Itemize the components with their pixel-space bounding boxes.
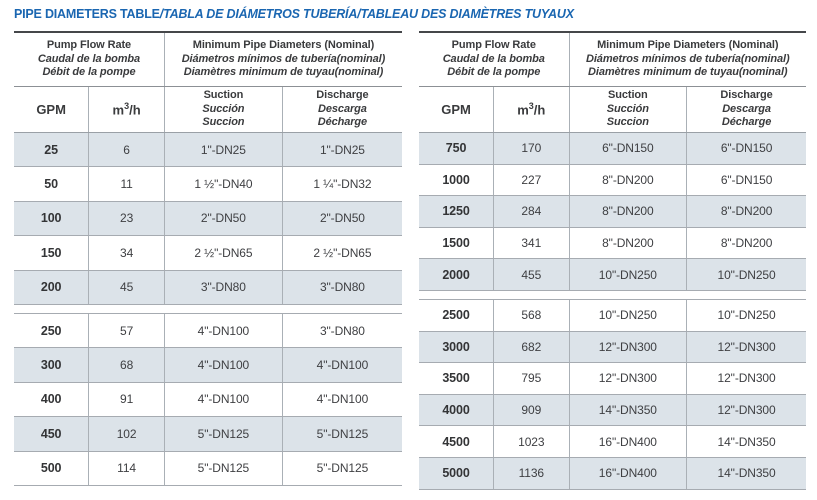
- cell-suction: 6"-DN150: [570, 133, 688, 164]
- table-row: [14, 236, 402, 270]
- table-header: [419, 31, 806, 133]
- page-title: [14, 7, 574, 21]
- table-section: [419, 299, 806, 490]
- cell-gpm: 50: [14, 167, 89, 200]
- table-section: [14, 313, 402, 486]
- header-line: Suction: [608, 89, 648, 102]
- cell-gpm: 1500: [419, 228, 494, 259]
- cell-gpm: 250: [14, 314, 89, 347]
- cell-suction: 8"-DN200: [570, 165, 688, 196]
- cell-gpm: 500: [14, 452, 89, 485]
- cell-m3h: 795: [494, 363, 569, 394]
- table-row: [14, 348, 402, 382]
- cell-discharge: 12"-DN300: [717, 403, 776, 418]
- table-row: [419, 458, 806, 490]
- cell-m3h: 23: [89, 202, 165, 235]
- header-line: Minimum Pipe Diameters (Nominal): [597, 39, 779, 52]
- table-row: [419, 165, 806, 197]
- table-row: [419, 332, 806, 364]
- cell-discharge: 10"-DN250: [717, 308, 776, 323]
- header-line: Décharge: [317, 116, 368, 129]
- cell-suction: 8"-DN200: [570, 196, 688, 227]
- cell-discharge: 8"-DN200: [720, 204, 773, 219]
- table-row: [14, 271, 402, 305]
- cell-gpm: 400: [14, 383, 89, 416]
- cell-discharge: 1"-DN25: [319, 142, 365, 157]
- cell-gpm: 1000: [419, 165, 494, 196]
- header-pump-flow-rate: [14, 33, 165, 86]
- cell-discharge: 2"-DN50: [319, 211, 365, 226]
- m3h-sup: 3: [124, 101, 130, 112]
- header-line: Décharge: [721, 116, 772, 129]
- header-line: Diámetros mínimos de tubería(nominal): [586, 52, 790, 65]
- header-line: Diamètres minimum de tuyau(nominal): [183, 66, 384, 79]
- page-title-fr: TABLEAU DES DIAMÈTRES TUYAUX: [360, 7, 574, 21]
- table-row: [419, 395, 806, 427]
- cell-m3h: 34: [89, 236, 165, 269]
- cell-discharge: 5"-DN125: [316, 426, 369, 441]
- cell-m3h: 909: [494, 395, 569, 426]
- header-line: Diámetros mínimos de tubería(nominal): [181, 52, 386, 65]
- cell-suction: 14"-DN350: [570, 395, 688, 426]
- table-section: [419, 133, 806, 291]
- cell-suction: 5"-DN125: [165, 452, 283, 485]
- cell-gpm: 200: [14, 271, 89, 304]
- table-row: [419, 133, 806, 165]
- table-row: [419, 196, 806, 228]
- cell-gpm: 4000: [419, 395, 494, 426]
- cell-m3h: 227: [494, 165, 569, 196]
- page-title-es: TABLA DE DIÁMETROS TUBERÍA: [163, 7, 358, 21]
- cell-m3h: 284: [494, 196, 569, 227]
- header-line: Descarga: [318, 102, 367, 115]
- cell-suction: 16"-DN400: [570, 426, 688, 457]
- header-line: Pump Flow Rate: [451, 39, 536, 52]
- cell-discharge: 8"-DN200: [720, 236, 773, 251]
- table-header: [14, 31, 402, 133]
- cell-gpm: 1250: [419, 196, 494, 227]
- header-group-row: [14, 33, 402, 87]
- cell-gpm: 25: [14, 133, 89, 166]
- table-row: [419, 300, 806, 332]
- column-header-m3h: [89, 87, 165, 132]
- cell-gpm: 150: [14, 236, 89, 269]
- pipe-table-high-flow: [419, 31, 806, 490]
- cell-m3h: 102: [89, 417, 165, 450]
- header-line: Caudal de la bomba: [442, 52, 545, 65]
- cell-m3h: 91: [89, 383, 165, 416]
- header-line: Suction: [203, 89, 244, 102]
- table-row: [419, 259, 806, 291]
- column-header-suction: [570, 87, 688, 132]
- table-row: [14, 452, 402, 486]
- cell-m3h: 568: [494, 300, 569, 331]
- column-header-discharge: [687, 87, 806, 132]
- table-row: [419, 363, 806, 395]
- header-line: Descarga: [722, 102, 771, 115]
- column-header-discharge: [283, 87, 402, 132]
- cell-discharge: 14"-DN350: [717, 434, 776, 449]
- m3h-rest: /h: [129, 102, 141, 118]
- cell-m3h: 455: [494, 259, 569, 290]
- cell-suction: 4"-DN100: [165, 383, 283, 416]
- column-header-gpm: GPM: [419, 87, 494, 132]
- cell-suction: 12"-DN300: [570, 332, 688, 363]
- cell-suction: 3"-DN80: [165, 271, 283, 304]
- table-row: [14, 314, 402, 348]
- cell-suction: 4"-DN100: [165, 348, 283, 381]
- table-row: [419, 228, 806, 260]
- header-line: Succión: [606, 102, 649, 115]
- table-row: [14, 417, 402, 451]
- cell-gpm: 4500: [419, 426, 494, 457]
- cell-suction: 10"-DN250: [570, 259, 688, 290]
- column-header-suction: [165, 87, 283, 132]
- m3h-base: m: [112, 102, 125, 118]
- table-row: [14, 133, 402, 167]
- cell-suction: 2 ½"-DN65: [165, 236, 283, 269]
- cell-discharge: 2 ½"-DN65: [313, 245, 372, 260]
- cell-discharge: 12"-DN300: [717, 339, 776, 354]
- cell-m3h: 6: [89, 133, 165, 166]
- cell-discharge: 4"-DN100: [316, 358, 369, 373]
- cell-suction: 5"-DN125: [165, 417, 283, 450]
- m3h-rest: /h: [533, 102, 546, 118]
- cell-discharge: 14"-DN350: [717, 466, 776, 481]
- table-section: [14, 133, 402, 305]
- cell-discharge: 5"-DN125: [316, 461, 369, 476]
- header-line: Discharge: [316, 89, 369, 102]
- cell-gpm: 100: [14, 202, 89, 235]
- cell-suction: 16"-DN400: [570, 458, 688, 489]
- cell-m3h: 45: [89, 271, 165, 304]
- header-pump-flow-rate: [419, 33, 570, 86]
- cell-suction: 10"-DN250: [570, 300, 688, 331]
- cell-m3h: 1136: [494, 458, 569, 489]
- header-line: Pump Flow Rate: [46, 39, 132, 52]
- cell-discharge: 3"-DN80: [319, 323, 365, 338]
- header-line: Succion: [202, 116, 245, 129]
- m3h-base: m: [517, 102, 529, 118]
- cell-suction: 1 ½"-DN40: [165, 167, 283, 200]
- header-min-pipe-diameters: [570, 33, 806, 86]
- m3h-sup: 3: [528, 101, 534, 112]
- table-body-high-flow: [419, 133, 806, 490]
- header-line: Succion: [606, 116, 649, 129]
- cell-discharge: 6"-DN150: [720, 141, 773, 156]
- cell-discharge: 4"-DN100: [316, 392, 369, 407]
- title-separator: /: [159, 7, 164, 21]
- header-line: Discharge: [720, 89, 773, 102]
- cell-gpm: 450: [14, 417, 89, 450]
- column-header-gpm: GPM: [14, 87, 89, 132]
- pipe-table-low-flow: [14, 31, 402, 486]
- header-min-pipe-diameters: [165, 33, 402, 86]
- page-title-en: PIPE DIAMETERS TABLE: [14, 7, 160, 21]
- cell-m3h: 170: [494, 133, 569, 164]
- cell-discharge: 6"-DN150: [720, 172, 773, 187]
- cell-gpm: 750: [419, 133, 494, 164]
- cell-discharge: 10"-DN250: [717, 267, 776, 282]
- cell-m3h: 68: [89, 348, 165, 381]
- cell-m3h: 341: [494, 228, 569, 259]
- header-sub-row: [14, 87, 402, 133]
- cell-gpm: 2500: [419, 300, 494, 331]
- cell-m3h: 682: [494, 332, 569, 363]
- header-line: Minimum Pipe Diameters (Nominal): [192, 39, 375, 52]
- table-body-low-flow: [14, 133, 402, 486]
- cell-m3h: 57: [89, 314, 165, 347]
- cell-gpm: 300: [14, 348, 89, 381]
- cell-m3h: 114: [89, 452, 165, 485]
- cell-discharge: 3"-DN80: [319, 280, 365, 295]
- cell-suction: 1"-DN25: [165, 133, 283, 166]
- cell-suction: 8"-DN200: [570, 228, 688, 259]
- cell-gpm: 3500: [419, 363, 494, 394]
- cell-suction: 4"-DN100: [165, 314, 283, 347]
- header-line: Débit de la pompe: [447, 66, 541, 79]
- table-row: [14, 383, 402, 417]
- header-line: Caudal de la bomba: [37, 52, 141, 65]
- table-row: [14, 167, 402, 201]
- header-line: Diamètres minimum de tuyau(nominal): [588, 66, 788, 79]
- cell-m3h: 1023: [494, 426, 569, 457]
- cell-discharge: 1 ¼"-DN32: [313, 177, 372, 192]
- header-group-row: [419, 33, 806, 87]
- header-line: Débit de la pompe: [42, 66, 136, 79]
- header-line: Succión: [202, 102, 245, 115]
- cell-m3h: 11: [89, 167, 165, 200]
- table-row: [419, 426, 806, 458]
- cell-gpm: 2000: [419, 259, 494, 290]
- cell-gpm: 3000: [419, 332, 494, 363]
- cell-suction: 2"-DN50: [165, 202, 283, 235]
- cell-suction: 12"-DN300: [570, 363, 688, 394]
- column-header-m3h: [494, 87, 569, 132]
- title-separator: /: [357, 7, 361, 21]
- cell-gpm: 5000: [419, 458, 494, 489]
- cell-discharge: 12"-DN300: [717, 371, 776, 386]
- table-row: [14, 202, 402, 236]
- header-sub-row: [419, 87, 806, 133]
